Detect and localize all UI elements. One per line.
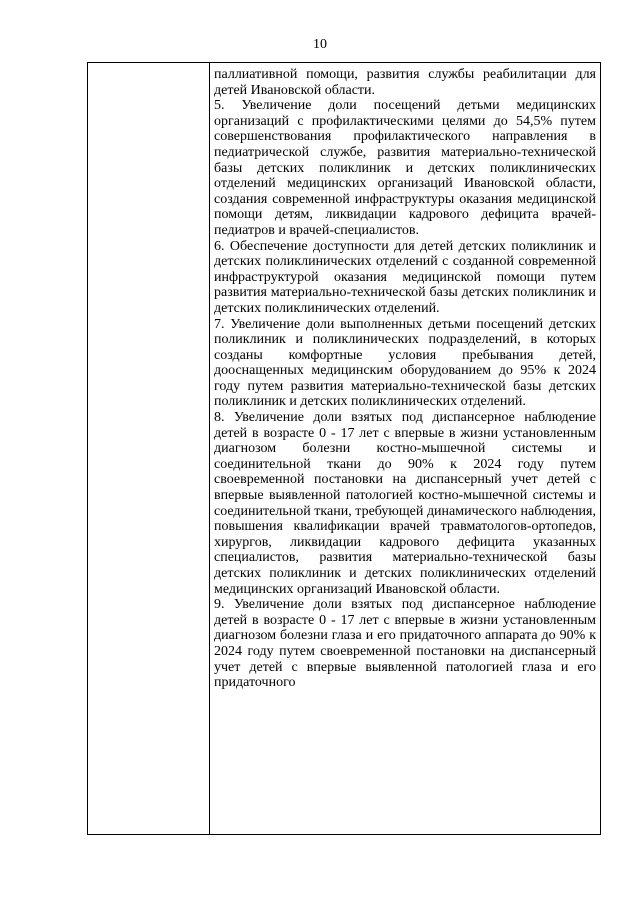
paragraph-item-7: 7. Увеличение доли выполненных детьми посещений детских поликлиник и поликлинических подразделений, в которых созданы комфортные условия пребывания детей, дооснащенных медицинским оборудованием до 95% к 2024 году путем развития материально-технической базы детских поликлиник и детских поликлинических отделений.	[214, 316, 596, 410]
table-cell-left	[88, 63, 210, 835]
page-number: 10	[313, 37, 327, 52]
table-cell-right	[210, 63, 601, 835]
paragraph-item-8: 8. Увеличение доли взятых под диспансерное наблюдение детей в возрасте 0 - 17 лет с впервые в жизни установленным диагнозом болезни костно-мышечной системы и соединительной ткани до 90% к 2024 году путем своевременной постановки на диспансерный учет детей с впервые выявленной патологией костно-мышечной системы и соединительной ткани, требующей динамического наблюдения, повышения квалификации врачей травматологов-ортопедов, хирургов, ликвидации кадрового дефицита указанных специалистов, развития материально-технической базы детских поликлиник и детских поликлинических отделений медицинских организаций Ивановской области.	[214, 410, 596, 597]
paragraph-item-5: 5. Увеличение доли посещений детьми медицинских организаций с профилактическими целями до 54,5% путем совершенствования профилактического направления в педиатрической службе, развития материально-технической базы детских поликлиник и детских поликлинических отделений медицинских организаций Ивановской области, создания современной инфраструктуры оказания медицинской помощи детям, ликвидации кадрового дефицита врачей-педиатров и врачей-специалистов.	[214, 98, 596, 238]
cell-text	[210, 63, 600, 691]
paragraph-continuation: паллиативной помощи, развития службы реабилитации для детей Ивановской области.	[214, 67, 596, 98]
document-table	[87, 62, 601, 835]
paragraph-item-9: 9. Увеличение доли взятых под диспансерное наблюдение детей в возрасте 0 - 17 лет с впервые в жизни установленным диагнозом болезни глаза и его придаточного аппарата до 90% к 2024 году путем своевременной постановки на диспансерный учет детей с впервые выявленной патологией глаза и его придаточного	[214, 597, 596, 691]
paragraph-item-6: 6. Обеспечение доступности для детей детских поликлиник и детских поликлинических отделений с созданной современной инфраструктурой оказания медицинской помощи путем развития материально-технической базы детских поликлиник и детских поликлинических отделений.	[214, 238, 596, 316]
table-row	[88, 63, 601, 835]
